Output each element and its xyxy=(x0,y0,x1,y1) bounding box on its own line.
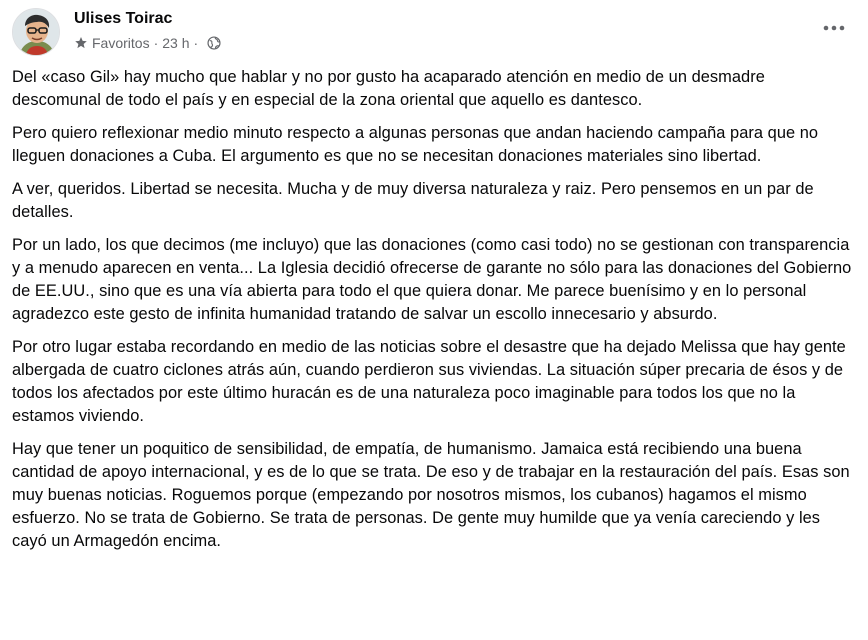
meta-separator: · xyxy=(153,35,159,51)
post-meta xyxy=(74,35,221,51)
more-options-icon xyxy=(823,25,845,31)
audience-label[interactable]: Favoritos xyxy=(92,35,150,51)
more-options-button[interactable] xyxy=(820,18,848,38)
post-paragraph-3: A ver, queridos. Libertad se necesita. Mucha y de muy diversa naturaleza y raiz. Pero pensemos en un par de detalles. xyxy=(12,180,814,221)
post-paragraph-6: Hay que tener un poquitico de sensibilidad, de empatía, de humanismo. Jamaica está recibiendo una buena cantidad de apoyo internacional, y es de lo que se trata. De eso y de trabajar en la restauración del país. Esas son muy buenas noticias. Roguemos porque (empezando por nosotros mismos, los cubanos) hagamos el mismo esfuerzo. No se trata de Gobierno. Se trata de personas. De gente muy humilde que ya venía careciendo y les cayó un Armagedón encima. xyxy=(12,440,850,550)
post-paragraph-5: Por otro lugar estaba recordando en medio de las noticias sobre el desastre que ha dejado Melissa que hay gente albergada de cuatro ciclones atrás aún, cuando perdieron sus viviendas. La situación súper precaria de ésos y de todos los afectados por este último huracán es de una naturaleza poco imaginable para todos los que no la estamos viviendo. xyxy=(12,338,846,425)
avatar[interactable] xyxy=(12,8,60,56)
post-body xyxy=(12,66,858,563)
star-icon xyxy=(74,36,88,50)
avatar-illustration xyxy=(13,9,60,56)
post-paragraph-2: Pero quiero reflexionar medio minuto respecto a algunas personas que andan haciendo campaña para que no lleguen donaciones a Cuba. El argumento es que no se necesitan donaciones materiales sino libertad. xyxy=(12,124,819,165)
post-header xyxy=(12,8,856,58)
author-name[interactable]: Ulises Toirac xyxy=(74,10,173,27)
post-paragraph-4: Por un lado, los que decimos (me incluyo) que las donaciones (como casi todo) no se gestionan con transparencia y a menudo aparecen en venta... La Iglesia decidió ofrecerse de garante no sólo para las donaciones del Gobierno de EE.UU., sino que es una vía abierta para todo el que quiera donar. Me parece buenísimo y en lo personal agradezco este gesto de infinita humanidad tratando de salvar un escollo innecesario y absurdo. xyxy=(12,236,852,323)
meta-separator-2: · xyxy=(193,35,199,51)
post-timestamp[interactable]: 23 h xyxy=(162,35,190,51)
post-paragraph-1: Del «caso Gil» hay mucho que hablar y no por gusto ha acaparado atención en medio de un desmadre descomunal de todo el país y en especial de la zona oriental que aquello es dantesco. xyxy=(12,68,765,109)
globe-icon[interactable] xyxy=(207,36,221,50)
